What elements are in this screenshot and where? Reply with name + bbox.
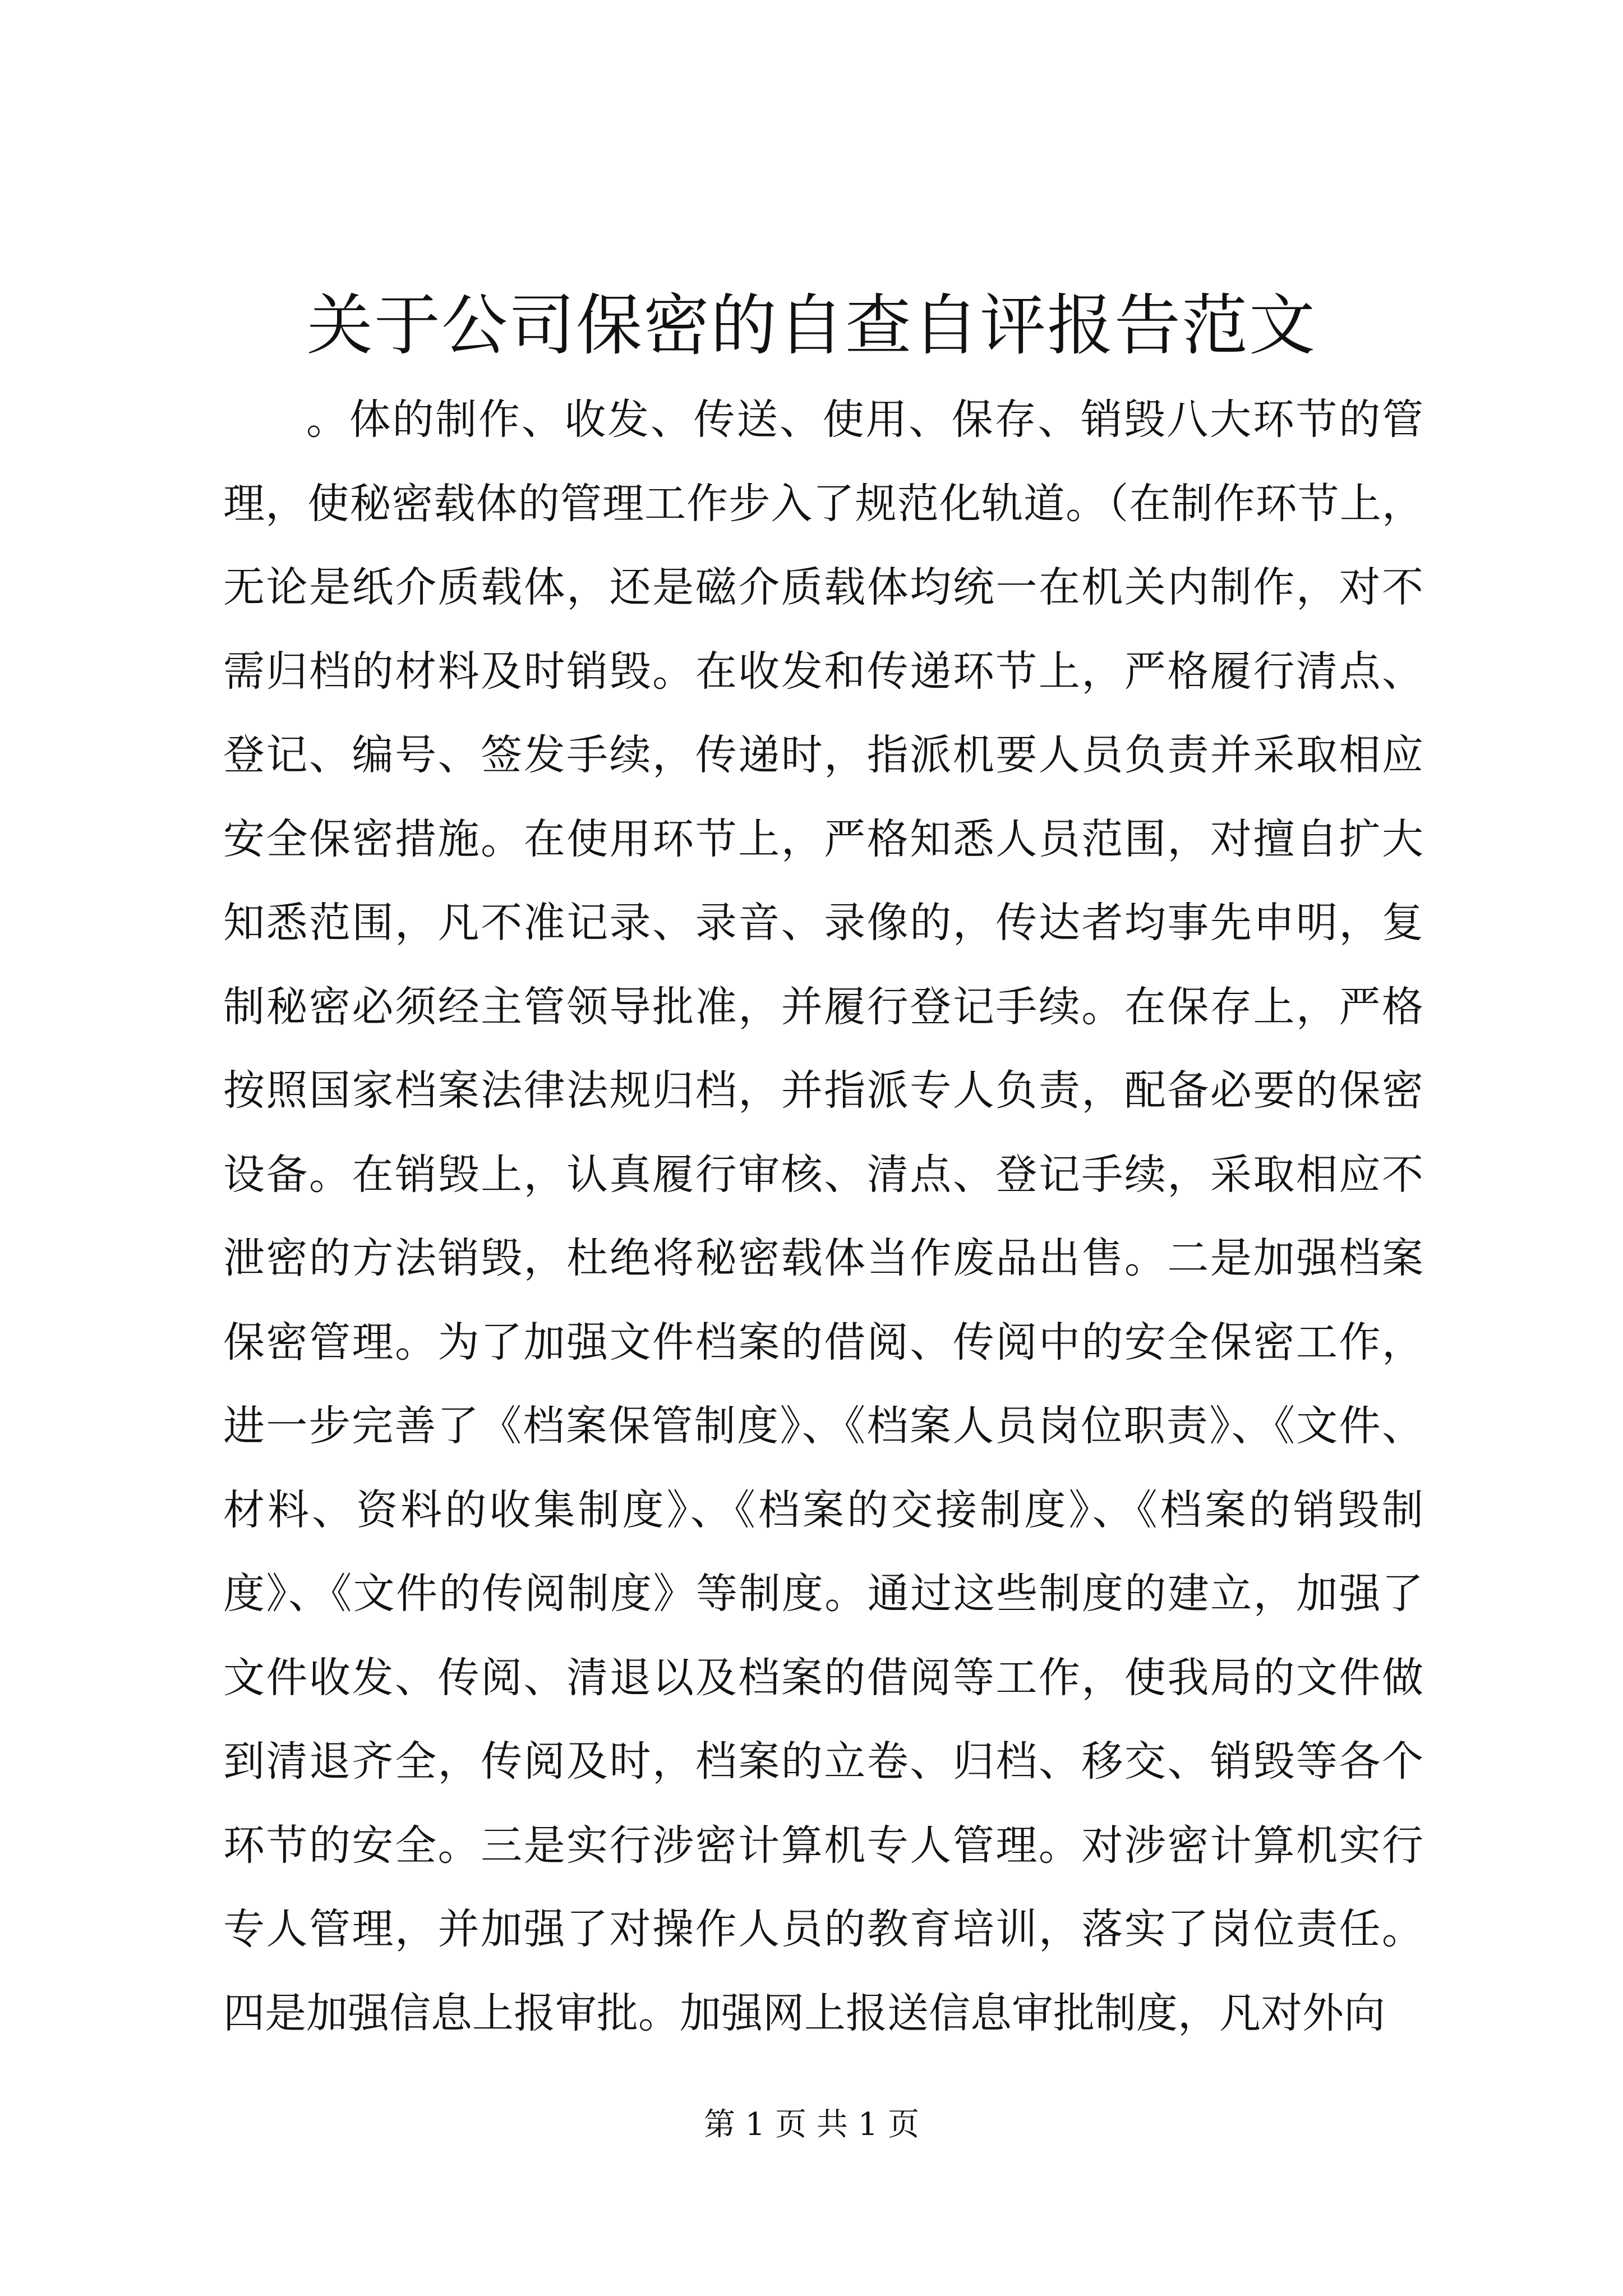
- body-line: 按照国家档案法律法规归档，并指派专人负责，配备必要的保密: [223, 1066, 1423, 1115]
- page-footer: 第 1 页 共 1 页: [703, 2106, 920, 2143]
- body-line: 安全保密措施。在使用环节上，严格知悉人员范围，对擅自扩大: [223, 815, 1423, 863]
- body-line: 进一步完善了《档案保管制度》、《档案人员岗位职责》、《文件、: [223, 1402, 1423, 1450]
- body-line: 度》、《文件的传阅制度》等制度。通过这些制度的建立，加强了: [223, 1570, 1423, 1618]
- body-line: 。体的制作、收发、传送、使用、保存、销毁八大环节的管: [306, 395, 1423, 444]
- body-line: 文件收发、传阅、清退以及档案的借阅等工作，使我局的文件做: [223, 1653, 1423, 1702]
- body-line: 材料、资料的收集制度》、《档案的交接制度》、《档案的销毁制: [223, 1485, 1423, 1534]
- body-line: 登记、编号、签发手续，传递时，指派机要人员负责并采取相应: [223, 731, 1423, 779]
- body-line: 专人管理，并加强了对操作人员的教育培训，落实了岗位责任。: [223, 1905, 1423, 1953]
- document-title: 关于公司保密的自查自评报告范文: [306, 287, 1316, 364]
- body-line: 理，使秘密载体的管理工作步入了规范化轨道。（在制作环节上，: [223, 479, 1423, 528]
- body-line: 四是加强信息上报审批。加强网上报送信息审批制度，凡对外向: [223, 1989, 1385, 2037]
- body-line: 制秘密必须经主管领导批准，并履行登记手续。在保存上，严格: [223, 982, 1423, 1031]
- body-line: 知悉范围，凡不准记录、录音、录像的，传达者均事先申明，复: [223, 899, 1423, 947]
- body-line: 无论是纸介质载体，还是磁介质载体均统一在机关内制作，对不: [223, 563, 1423, 611]
- body-line: 环节的安全。三是实行涉密计算机专人管理。对涉密计算机实行: [223, 1821, 1423, 1870]
- body-line: 到清退齐全，传阅及时，档案的立卷、归档、移交、销毁等各个: [223, 1737, 1423, 1786]
- body-line: 设备。在销毁上，认真履行审核、清点、登记手续，采取相应不: [223, 1150, 1423, 1199]
- body-line: 需归档的材料及时销毁。在收发和传递环节上，严格履行清点、: [223, 647, 1423, 696]
- document-body: [223, 378, 1423, 2055]
- body-line: 泄密的方法销毁，杜绝将秘密载体当作废品出售。二是加强档案: [223, 1234, 1423, 1282]
- body-line: 保密管理。为了加强文件档案的借阅、传阅中的安全保密工作，: [223, 1318, 1423, 1366]
